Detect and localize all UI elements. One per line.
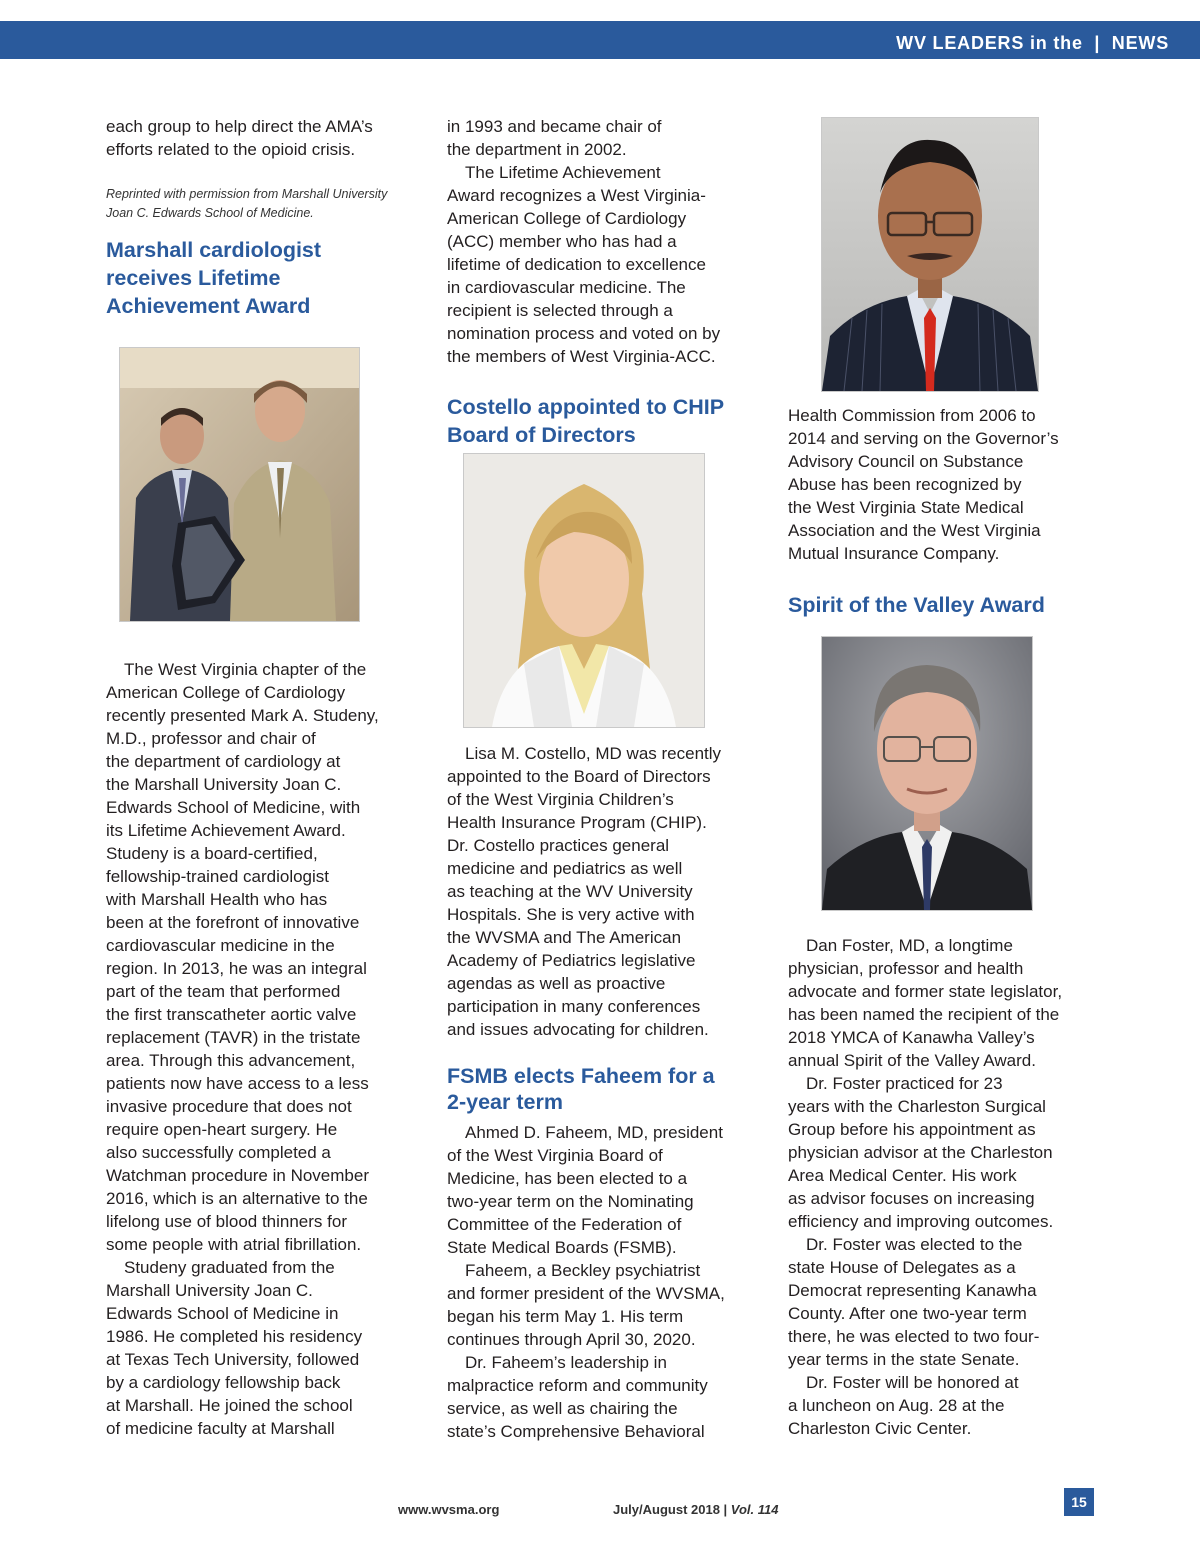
text-line: Hospitals. She is very active with xyxy=(447,905,695,924)
text-line: the Marshall University Joan C. xyxy=(106,775,342,794)
text-line: Health Commission from 2006 to xyxy=(788,406,1036,425)
photo-foster xyxy=(821,636,1033,911)
studeny-article-text xyxy=(106,658,416,1440)
text-line: (ACC) member who has had a xyxy=(447,232,677,251)
text-line: lifetime of dedication to excellence xyxy=(447,255,706,274)
text-line: there, he was elected to two four- xyxy=(788,1327,1040,1346)
col2-heading2-wrap xyxy=(447,393,767,449)
text-line: Dr. Faheem’s leadership in xyxy=(465,1353,667,1372)
text-line: participation in many conferences xyxy=(447,997,701,1016)
text-line: American College of Cardiology xyxy=(447,209,687,228)
text-line: Abuse has been recognized by xyxy=(788,475,1022,494)
col1-credit xyxy=(106,185,416,223)
text-line: cardiovascular medicine in the xyxy=(106,936,335,955)
text-line: advocate and former state legislator, xyxy=(788,982,1063,1001)
text-line: Dr. Foster will be honored at xyxy=(806,1373,1019,1392)
text-line: FSMB elects Faheem for a xyxy=(447,1064,715,1088)
text-line: annual Spirit of the Valley Award. xyxy=(788,1051,1036,1070)
text-line: and issues advocating for children. xyxy=(447,1020,709,1039)
text-line: Marshall University Joan C. xyxy=(106,1281,313,1300)
col3-top xyxy=(788,404,1098,565)
col3-foster-body xyxy=(788,934,1098,1440)
text-line: Edwards School of Medicine, with xyxy=(106,798,361,817)
text-line: Marshall cardiologist xyxy=(106,238,322,262)
text-line: Board of Directors xyxy=(447,423,636,447)
footer-website: www.wvsma.org xyxy=(398,1502,500,1517)
photo-foster-image xyxy=(822,637,1032,910)
text-line: recipient is selected through a xyxy=(447,301,673,320)
text-line: Academy of Pediatrics legislative xyxy=(447,951,696,970)
photo-award-presentation-image xyxy=(120,348,359,621)
text-line: efforts related to the opioid crisis. xyxy=(106,140,356,159)
text-line: Watchman procedure in November xyxy=(106,1166,369,1185)
col2-faheem-body xyxy=(447,1121,767,1443)
photo-faheem-image xyxy=(822,118,1038,391)
costello-article-text xyxy=(447,742,767,1041)
text-line: Mutual Insurance Company. xyxy=(788,544,1000,563)
heading-fsmb-faheem xyxy=(447,1063,767,1115)
text-line: as teaching at the WV University xyxy=(447,882,693,901)
reprint-credit xyxy=(106,185,416,223)
text-line: Studeny graduated from the xyxy=(124,1258,335,1277)
col2-top xyxy=(447,115,767,368)
col1-intro-text xyxy=(106,115,416,161)
text-line: Dr. Foster was elected to the xyxy=(806,1235,1023,1254)
text-line: Faheem, a Beckley psychiatrist xyxy=(465,1261,701,1280)
text-line: Advisory Council on Substance xyxy=(788,452,1024,471)
text-line: of the West Virginia Board of xyxy=(447,1146,663,1165)
heading-costello-chip xyxy=(447,393,767,449)
text-line: lifelong use of blood thinners for xyxy=(106,1212,347,1231)
text-line: Lisa M. Costello, MD was recently xyxy=(465,744,722,763)
text-line: Joan C. Edwards School of Medicine. xyxy=(106,206,314,220)
text-line: of medicine faculty at Marshall xyxy=(106,1419,335,1438)
text-line: Achievement Award xyxy=(106,294,311,318)
text-line: The Lifetime Achievement xyxy=(465,163,661,182)
text-line: the department of cardiology at xyxy=(106,752,341,771)
col2-costello-body xyxy=(447,742,767,1041)
text-line: efficiency and improving outcomes. xyxy=(788,1212,1054,1231)
text-line: replacement (TAVR) in the tristate xyxy=(106,1028,361,1047)
text-line: 2014 and serving on the Governor’s xyxy=(788,429,1059,448)
text-line: the WVSMA and The American xyxy=(447,928,682,947)
text-line: of the West Virginia Children’s xyxy=(447,790,674,809)
text-line: Medicine, has been elected to a xyxy=(447,1169,688,1188)
page-number: 15 xyxy=(1064,1488,1094,1516)
text-line: region. In 2013, he was an integral xyxy=(106,959,367,978)
text-line: each group to help direct the AMA’s xyxy=(106,117,373,136)
text-line: Group before his appointment as xyxy=(788,1120,1036,1139)
text-line: patients now have access to a less xyxy=(106,1074,369,1093)
text-line: physician advisor at the Charleston xyxy=(788,1143,1053,1162)
text-line: 2018 YMCA of Kanawha Valley’s xyxy=(788,1028,1035,1047)
text-line: continues through April 30, 2020. xyxy=(447,1330,696,1349)
text-line: by a cardiology fellowship back xyxy=(106,1373,341,1392)
text-line: physician, professor and health xyxy=(788,959,1024,978)
footer-volume: Vol. 114 xyxy=(730,1502,779,1517)
text-line: medicine and pediatrics as well xyxy=(447,859,683,878)
text-line: Ahmed D. Faheem, MD, president xyxy=(465,1123,723,1142)
col1-heading-wrap xyxy=(106,236,416,320)
text-line: recently presented Mark A. Studeny, xyxy=(106,706,379,725)
text-line: the members of West Virginia-ACC. xyxy=(447,347,716,366)
text-line: year terms in the state Senate. xyxy=(788,1350,1020,1369)
text-line: Costello appointed to CHIP xyxy=(447,395,725,419)
faheem-article-text xyxy=(447,1121,767,1443)
col1-body xyxy=(106,658,416,1440)
text-line: American College of Cardiology xyxy=(106,683,346,702)
lifetime-award-continued-text xyxy=(447,115,767,368)
text-line: a luncheon on Aug. 28 at the xyxy=(788,1396,1005,1415)
section-label: WV LEADERS in the | NEWS xyxy=(896,33,1169,53)
text-line: Reprinted with permission from Marshall University xyxy=(106,187,388,201)
text-line: some people with atrial fibrillation. xyxy=(106,1235,362,1254)
heading-spirit-of-the-valley xyxy=(788,591,1098,619)
photo-costello-image xyxy=(464,454,704,727)
text-line: receives Lifetime xyxy=(106,266,281,290)
text-line: Association and the West Virginia xyxy=(788,521,1041,540)
text-line: and former president of the WVSMA, xyxy=(447,1284,725,1303)
text-line: years with the Charleston Surgical xyxy=(788,1097,1046,1116)
text-line: two-year term on the Nominating xyxy=(447,1192,694,1211)
text-line: Democrat representing Kanawha xyxy=(788,1281,1037,1300)
text-line: nomination process and voted on by xyxy=(447,324,721,343)
text-line: has been named the recipient of the xyxy=(788,1005,1060,1024)
text-line: require open-heart surgery. He xyxy=(106,1120,338,1139)
col2-heading3-wrap xyxy=(447,1063,767,1115)
text-line: M.D., professor and chair of xyxy=(106,729,316,748)
text-line: State Medical Boards (FSMB). xyxy=(447,1238,677,1257)
text-line: service, as well as chairing the xyxy=(447,1399,678,1418)
photo-award-presentation xyxy=(119,347,360,622)
text-line: Dr. Costello practices general xyxy=(447,836,670,855)
text-line: appointed to the Board of Directors xyxy=(447,767,711,786)
text-line: Studeny is a board-certified, xyxy=(106,844,318,863)
text-line: 2-year term xyxy=(447,1090,563,1114)
text-line: Dr. Foster practiced for 23 xyxy=(806,1074,1003,1093)
text-line: fellowship-trained cardiologist xyxy=(106,867,330,886)
text-line: Committee of the Federation of xyxy=(447,1215,682,1234)
heading-marshall-cardiologist xyxy=(106,236,416,320)
faheem-continued-text xyxy=(788,404,1098,565)
text-line: invasive procedure that does not xyxy=(106,1097,352,1116)
col3-heading-wrap xyxy=(788,591,1098,619)
col1-intro xyxy=(106,115,416,161)
header-bar xyxy=(0,21,1200,59)
text-line: at Marshall. He joined the school xyxy=(106,1396,353,1415)
text-line: the department in 2002. xyxy=(447,140,627,159)
text-line: as advisor focuses on increasing xyxy=(788,1189,1035,1208)
text-line: Award recognizes a West Virginia- xyxy=(447,186,706,205)
text-line: its Lifetime Achievement Award. xyxy=(106,821,346,840)
text-line: part of the team that performed xyxy=(106,982,341,1001)
photo-costello xyxy=(463,453,705,728)
text-line: agendas as well as proactive xyxy=(447,974,666,993)
text-line: with Marshall Health who has xyxy=(106,890,328,909)
text-line: began his term May 1. His term xyxy=(447,1307,684,1326)
footer-issue-date xyxy=(613,1502,779,1517)
text-line: Charleston Civic Center. xyxy=(788,1419,972,1438)
text-line: state’s Comprehensive Behavioral xyxy=(447,1422,705,1441)
text-line: in cardiovascular medicine. The xyxy=(447,278,686,297)
text-line: also successfully completed a xyxy=(106,1143,331,1162)
text-line: at Texas Tech University, followed xyxy=(106,1350,360,1369)
text-line: Dan Foster, MD, a longtime xyxy=(806,936,1013,955)
text-line: the first transcatheter aortic valve xyxy=(106,1005,357,1024)
text-line: Spirit of the Valley Award xyxy=(788,593,1045,617)
foster-article-text xyxy=(788,934,1098,1440)
text-line: Edwards School of Medicine in xyxy=(106,1304,339,1323)
photo-faheem xyxy=(821,117,1039,392)
text-line: the West Virginia State Medical xyxy=(788,498,1024,517)
text-line: Area Medical Center. His work xyxy=(788,1166,1017,1185)
text-line: 2016, which is an alternative to the xyxy=(106,1189,368,1208)
text-line: Health Insurance Program (CHIP). xyxy=(447,813,707,832)
text-line: in 1993 and became chair of xyxy=(447,117,662,136)
text-line: state House of Delegates as a xyxy=(788,1258,1016,1277)
text-line: malpractice reform and community xyxy=(447,1376,708,1395)
text-line: been at the forefront of innovative xyxy=(106,913,360,932)
text-line: County. After one two-year term xyxy=(788,1304,1027,1323)
footer-date: July/August 2018 | xyxy=(613,1502,731,1517)
text-line: area. Through this advancement, xyxy=(106,1051,356,1070)
text-line: 1986. He completed his residency xyxy=(106,1327,363,1346)
text-line: The West Virginia chapter of the xyxy=(124,660,367,679)
